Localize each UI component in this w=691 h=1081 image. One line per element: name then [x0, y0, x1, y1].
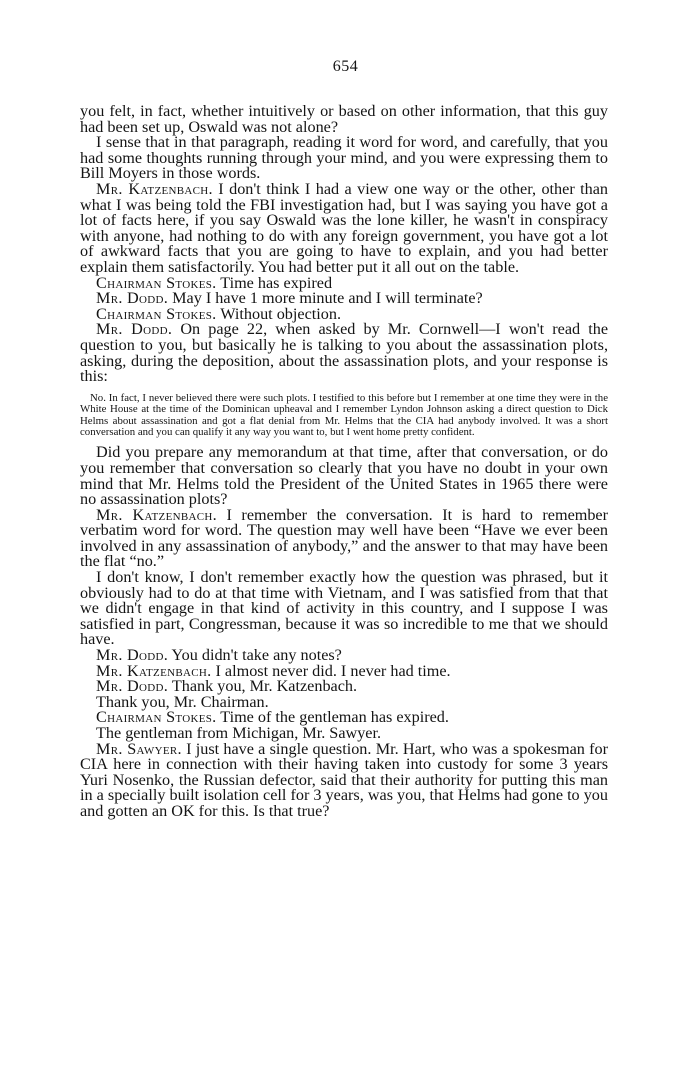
speaker-name: Chairman Stokes.	[96, 273, 217, 292]
paragraph	[80, 104, 608, 135]
paragraph-text: I sense that in that paragraph, reading it word for word, and carefully, that you had some thoughts running through your mind, and you were expressing them to Bill Moyers in those words.	[80, 133, 608, 183]
speaker-name: Chairman Stokes.	[96, 304, 217, 323]
paragraph-text: I just have a single question. Mr. Hart, who was a spokesman for CIA here in connection with their having taken into custody for some 3 years Yuri Nosenko, the Russian defector, said that their authority for putting this man in a specially built isolation cell for 3 years, was you, that Helms had gone to you and gotten an OK for this. Is that true?	[80, 739, 609, 820]
speaker-name: Mr. Dodd.	[96, 320, 173, 339]
paragraph-text: Time has expired	[220, 273, 333, 292]
paragraph-text: I don't know, I don't remember exactly how the question was phrased, but it obviously had to do at that time with Vietnam, and I was satisfied from that that we didn't engage in that kind of activity in this country, and I suppose I was satisfied in part, Congressman, because it was so incredible to me that we should have.	[80, 568, 608, 649]
speaker-name: Mr. Sawyer.	[96, 739, 182, 758]
paragraph-text: Time of the gentleman has expired.	[220, 708, 449, 727]
paragraph-text: Thank you, Mr. Katzenbach.	[171, 677, 358, 696]
paragraph-text: Did you prepare any memorandum at that time, after that conversation, or do you remember that conversation so clearly that you have no doubt in your own mind that Mr. Helms told the President of the United States in 1965 there were no assassination plots?	[80, 443, 608, 509]
paragraph-text: Without objection.	[220, 304, 341, 323]
speaker-name: Mr. Dodd.	[96, 289, 169, 308]
paragraph	[80, 739, 609, 820]
paragraph	[80, 505, 609, 571]
paragraph	[80, 135, 608, 182]
document-body	[80, 104, 608, 820]
paragraph	[80, 570, 608, 648]
page-number: 654	[332, 58, 359, 75]
paragraph-text: I don't think I had a view one way or the other, other than what I was being told the FBI investigation had, but I was saying you have got a lot of facts here, if you say Oswald was the lone killer, he wasn't in conspiracy with anyone, had nothing to do with any foreign government, you have got a lot of awkward facts that you are going to have to explain, and you had better explain them satisfactorily. You had better put it all out on the table.	[80, 179, 609, 276]
block-quote: No. In fact, I never believed there were such plots. I testified to this before but I remember at one time they were in the White House at the time of the Dominican upheaval and I remember Lyndon Johnson asking a direct question to Dick Helms about assassination and got a flat denial from Mr. Helms that the CIA had anybody involved. It was a short conversation and you can qualify it any way you want to, but I went home pretty confident.	[80, 391, 608, 438]
paragraph-text: you felt, in fact, whether intuitively or based on other information, that this guy had been set up, Oswald was not alone?	[80, 102, 608, 136]
paragraph-text: You didn't take any notes?	[171, 646, 342, 665]
paragraph-text: The gentleman from Michigan, Mr. Sawyer.	[96, 724, 382, 742]
paragraph-text: Thank you, Mr. Chairman.	[96, 692, 269, 711]
paragraph-text: I remember the conversation. It is hard to remember verbatim word for word. The question may well have been “Have we ever been involved in any assassination of anybody,” and the answer to that may have been the flat “no.”	[80, 505, 609, 571]
speaker-name: Mr. Dodd.	[96, 646, 169, 665]
speaker-name: Mr. Dodd.	[96, 677, 169, 696]
paragraph-text: May I have 1 more minute and I will terminate?	[172, 289, 483, 308]
speaker-name: Chairman Stokes.	[96, 708, 217, 727]
speaker-name: Mr. Katzenbach.	[96, 661, 212, 680]
paragraph-text: On page 22, when asked by Mr. Cornwell—I won't read the question to you, but basically he is talking to you about the assassination plots, asking, during the deposition, about the assassination plots, and your response is this:	[80, 320, 609, 386]
speaker-name: Mr. Katzenbach.	[96, 505, 217, 524]
paragraph	[80, 179, 609, 276]
paragraph	[80, 445, 608, 507]
speaker-name: Mr. Katzenbach.	[96, 179, 213, 198]
paragraph	[80, 322, 608, 384]
paragraph-text: I almost never did. I never had time.	[215, 661, 451, 680]
